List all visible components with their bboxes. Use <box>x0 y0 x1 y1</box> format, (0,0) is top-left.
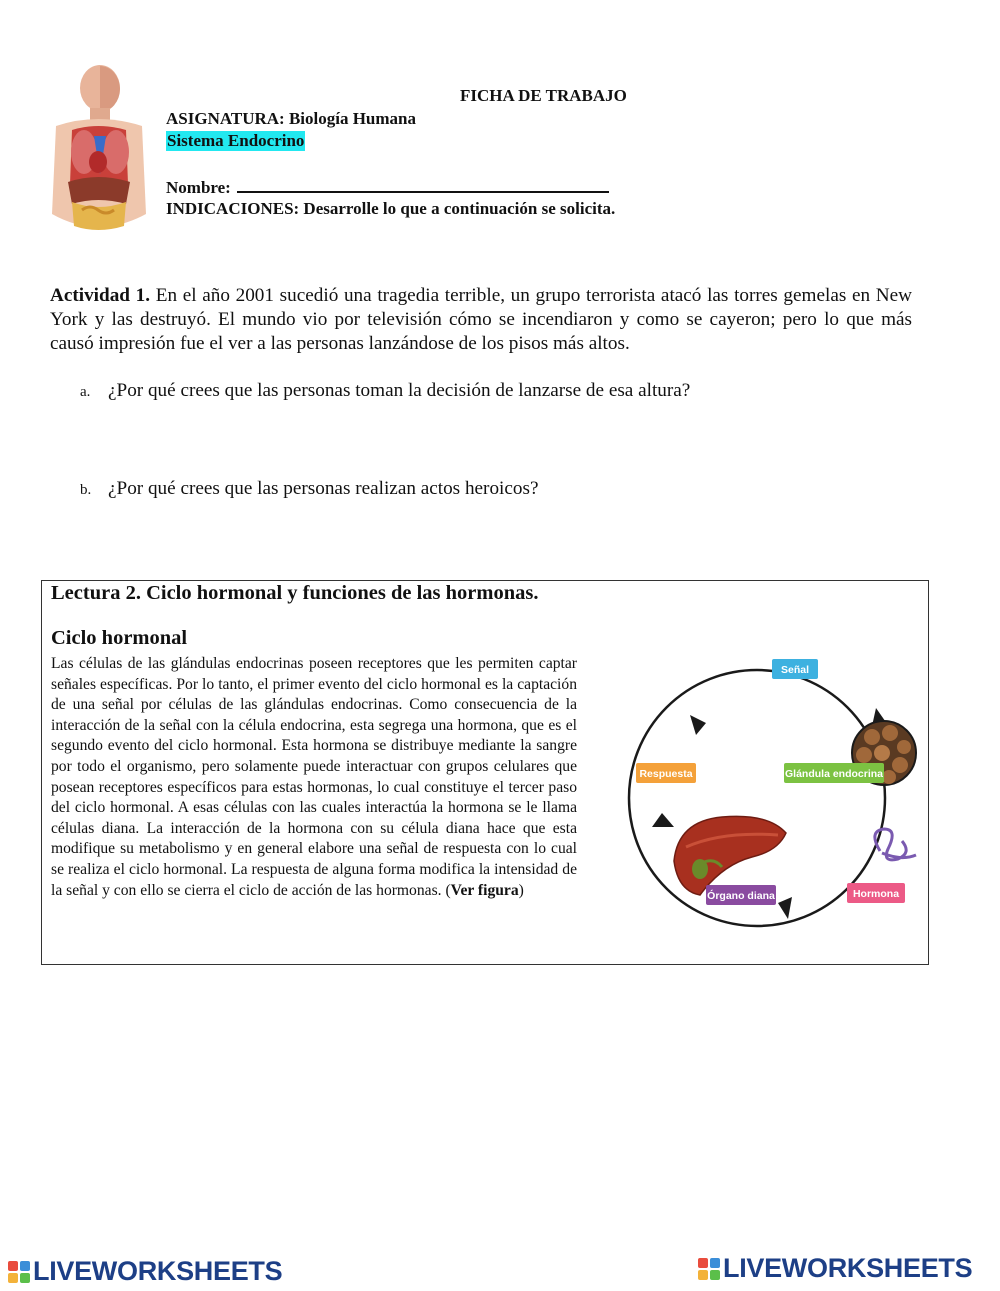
question-text: ¿Por qué crees que las personas realizan actos heroicos? <box>108 478 539 499</box>
logo-text: LIVEWORKSHEETS <box>33 1256 283 1286</box>
activity-label: Actividad 1. <box>50 285 151 306</box>
name-answer-line[interactable] <box>237 176 609 193</box>
cycle-paragraph <box>51 654 577 901</box>
hormone-label <box>847 883 905 903</box>
gland-label <box>784 763 884 783</box>
question-b <box>80 478 538 500</box>
response-label <box>636 763 696 783</box>
closing-paren: ) <box>518 881 524 899</box>
see-figure-link: Ver figura <box>450 881 519 899</box>
topic-highlight: Sistema Endocrino <box>167 131 305 150</box>
question-letter: a. <box>80 384 91 400</box>
activity-text: En el año 2001 sucedió una tragedia terrible, un grupo terrorista atacó las torres gemelas en New York y las destruyó. El mundo vio por televisión cómo se incendiaron y como se cayeron; pero lo que más causó impresión fue el ver a las personas lanzándose de los pisos más altos. <box>50 285 912 354</box>
signal-label <box>772 659 818 679</box>
cycle-heading: Ciclo hormonal <box>51 627 188 649</box>
hormone-label-text: Hormona <box>852 888 900 900</box>
logo-blocks-icon <box>698 1258 720 1280</box>
question-text: ¿Por qué crees que las personas toman la decisión de lanzarse de esa altura? <box>108 380 691 401</box>
instructions: INDICACIONES: Desarrolle lo que a continuación se solicita. <box>166 199 616 218</box>
question-letter: b. <box>80 482 92 498</box>
hormonal-cycle-diagram <box>582 625 922 935</box>
question-a <box>80 380 690 402</box>
logo-text: LIVEWORKSHEETS <box>723 1253 973 1283</box>
cycle-body: Las células de las glándulas endocrinas poseen receptores que les permiten captar señales específicas. Por lo tanto, el primer evento del ciclo hormonal es la captación de una señal por células de las glándulas endocrinas. Como consecuencia de la interacción de la señal con la célula endocrina, esta segrega una hormona, que es el segundo evento del ciclo hormonal. Esta hormona se distribuye mediante la sangre por todo el organismo, pero solamente puede interactuar con grupos celulares que posean receptores específicos para estas hormonas, lo cual constituye el tercer paso del ciclo hormonal. A esas células con las cuales interactúa la hormona se le llama células diana. La interacción de la hormona con su célula diana hace que esta modifique su metabolismo y en general elabore una señal de respuesta con lo cual se realiza el ciclo hormonal. La respuesta de alguna forma modifica la intensidad de la señal y con ello se cierra el ciclo de acción de las hormonas. ( <box>51 655 577 899</box>
reading-title: Lectura 2. Ciclo hormonal y funciones de las hormonas. <box>51 582 539 604</box>
human-torso-anatomy-image <box>38 64 156 242</box>
signal-label-text: Señal <box>780 664 810 676</box>
subject-label: ASIGNATURA: Biología Humana <box>166 109 416 128</box>
worksheet-title: FICHA DE TRABAJO <box>460 86 627 105</box>
name-row <box>166 176 609 198</box>
reading-box <box>41 580 929 965</box>
activity-paragraph <box>50 284 912 356</box>
name-label: Nombre: <box>166 178 231 197</box>
arrow-icon <box>652 813 674 827</box>
liveworksheets-logo-left[interactable] <box>8 1256 282 1287</box>
response-label-text: Respuesta <box>639 768 693 780</box>
target-organ-label <box>706 885 776 905</box>
gland-label-text: Glándula endocrina <box>784 768 884 780</box>
arrow-icon <box>778 897 792 919</box>
target-label-text: Órgano diana <box>707 890 775 902</box>
arrow-icon <box>690 715 706 735</box>
liver-icon <box>674 816 786 895</box>
liveworksheets-logo-right[interactable] <box>698 1253 972 1284</box>
logo-blocks-icon <box>8 1261 30 1283</box>
